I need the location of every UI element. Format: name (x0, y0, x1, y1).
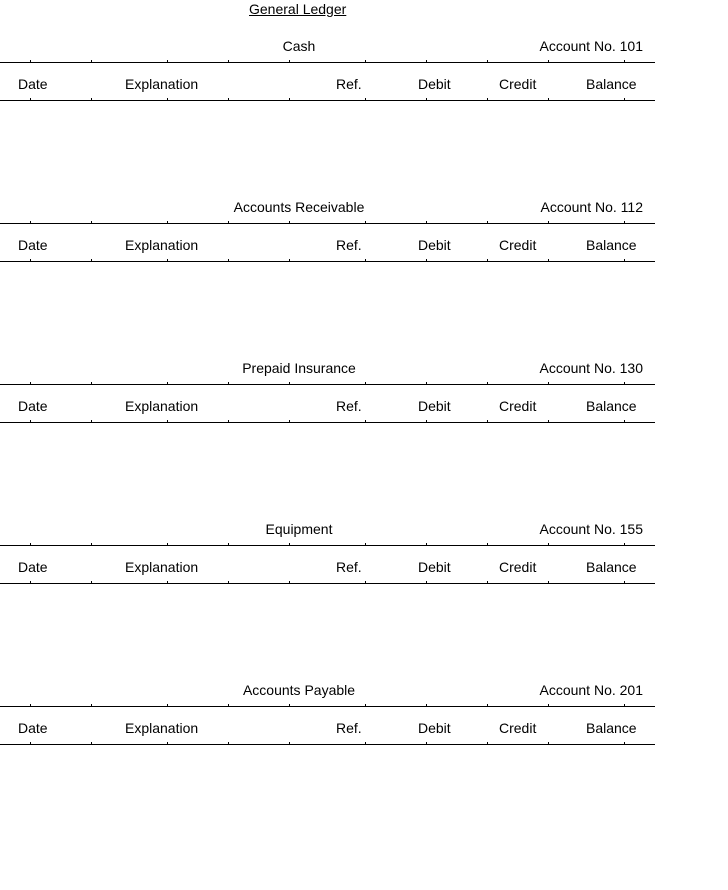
column-tick (91, 221, 92, 224)
column-tick (167, 581, 168, 584)
column-tick (487, 581, 488, 584)
column-tick (365, 98, 366, 101)
column-header-debit: Debit (418, 720, 451, 736)
column-tick (30, 98, 31, 101)
column-tick (548, 382, 549, 385)
column-tick (228, 98, 229, 101)
column-tick (624, 543, 625, 546)
column-tick (426, 742, 427, 745)
column-header-explanation: Explanation (125, 76, 199, 92)
column-tick (289, 382, 290, 385)
column-header-ref: Ref. (336, 76, 362, 92)
column-tick (548, 420, 549, 423)
column-tick (426, 581, 427, 584)
column-tick (228, 221, 229, 224)
column-header-ref: Ref. (336, 559, 362, 575)
column-tick (624, 98, 625, 101)
column-tick (426, 98, 427, 101)
column-tick (91, 98, 92, 101)
column-tick (289, 420, 290, 423)
column-tick (289, 581, 290, 584)
column-tick (548, 543, 549, 546)
column-tick (91, 382, 92, 385)
column-tick (365, 543, 366, 546)
column-tick (487, 221, 488, 224)
column-header-date: Date (18, 237, 48, 253)
column-tick (30, 382, 31, 385)
column-tick (624, 221, 625, 224)
column-tick (548, 60, 549, 63)
ledger-prepaid-insurance: Prepaid Insurance Account No. 130 Date Explanation Ref. Debit Credit Balance (0, 359, 655, 429)
column-tick (365, 581, 366, 584)
column-tick (548, 98, 549, 101)
header-rule-top (0, 545, 655, 546)
header-rule-bottom (0, 261, 655, 262)
column-header-debit: Debit (418, 398, 451, 414)
column-tick (228, 60, 229, 63)
account-number: Account No. 201 (539, 682, 643, 698)
column-header-balance: Balance (586, 559, 637, 575)
account-number: Account No. 155 (539, 521, 643, 537)
column-tick (365, 704, 366, 707)
column-tick (289, 259, 290, 262)
column-tick (91, 259, 92, 262)
column-tick (289, 742, 290, 745)
column-tick (426, 60, 427, 63)
column-tick (91, 704, 92, 707)
column-header-balance: Balance (586, 398, 637, 414)
column-tick (289, 221, 290, 224)
column-tick (167, 543, 168, 546)
column-tick (548, 259, 549, 262)
column-header-credit: Credit (499, 559, 537, 575)
column-tick (365, 742, 366, 745)
column-tick (365, 259, 366, 262)
column-tick (548, 221, 549, 224)
column-tick (487, 259, 488, 262)
column-tick (91, 581, 92, 584)
header-rule-top (0, 706, 655, 707)
ledger-equipment: Equipment Account No. 155 Date Explanation Ref. Debit Credit Balance (0, 520, 655, 590)
column-tick (228, 581, 229, 584)
column-header-balance: Balance (586, 720, 637, 736)
column-tick (548, 581, 549, 584)
column-tick (487, 98, 488, 101)
column-tick (365, 221, 366, 224)
account-number: Account No. 101 (539, 38, 643, 54)
column-tick (487, 704, 488, 707)
column-tick (91, 543, 92, 546)
column-header-ref: Ref. (336, 720, 362, 736)
column-tick (91, 60, 92, 63)
column-header-explanation: Explanation (125, 398, 199, 414)
column-header-date: Date (18, 76, 48, 92)
column-tick (228, 420, 229, 423)
column-tick (426, 704, 427, 707)
column-header-credit: Credit (499, 720, 537, 736)
column-header-date: Date (18, 720, 48, 736)
column-header-date: Date (18, 398, 48, 414)
header-rule-bottom (0, 583, 655, 584)
column-tick (30, 60, 31, 63)
column-header-credit: Credit (499, 237, 537, 253)
column-header-balance: Balance (586, 76, 637, 92)
column-header-explanation: Explanation (125, 559, 199, 575)
column-tick (167, 704, 168, 707)
column-tick (228, 543, 229, 546)
column-tick (548, 704, 549, 707)
column-tick (30, 221, 31, 224)
column-tick (167, 382, 168, 385)
column-header-debit: Debit (418, 237, 451, 253)
column-header-explanation: Explanation (125, 720, 199, 736)
column-tick (30, 420, 31, 423)
column-tick (167, 259, 168, 262)
column-tick (289, 60, 290, 63)
header-rule-bottom (0, 422, 655, 423)
column-tick (426, 543, 427, 546)
column-tick (30, 259, 31, 262)
column-tick (91, 420, 92, 423)
column-tick (167, 60, 168, 63)
column-tick (289, 98, 290, 101)
column-tick (30, 543, 31, 546)
column-tick (167, 420, 168, 423)
column-tick (624, 704, 625, 707)
column-tick (548, 742, 549, 745)
column-tick (365, 420, 366, 423)
column-header-debit: Debit (418, 76, 451, 92)
ledger-title: General Ledger (249, 1, 347, 17)
column-tick (289, 543, 290, 546)
ledger-accounts-receivable: Accounts Receivable Account No. 112 Date Explanation Ref. Debit Credit Balance (0, 198, 655, 268)
column-header-credit: Credit (499, 76, 537, 92)
column-tick (426, 259, 427, 262)
column-tick (167, 742, 168, 745)
column-header-debit: Debit (418, 559, 451, 575)
column-tick (487, 420, 488, 423)
column-header-explanation: Explanation (125, 237, 199, 253)
column-tick (30, 581, 31, 584)
header-rule-top (0, 384, 655, 385)
column-tick (228, 704, 229, 707)
column-tick (624, 382, 625, 385)
column-tick (624, 420, 625, 423)
header-rule-bottom (0, 100, 655, 101)
column-tick (426, 382, 427, 385)
column-tick (365, 382, 366, 385)
column-tick (30, 742, 31, 745)
column-header-credit: Credit (499, 398, 537, 414)
column-tick (228, 382, 229, 385)
column-tick (289, 704, 290, 707)
ledger-accounts-payable: Accounts Payable Account No. 201 Date Explanation Ref. Debit Credit Balance (0, 681, 655, 751)
account-number: Account No. 130 (539, 360, 643, 376)
column-tick (228, 742, 229, 745)
column-tick (167, 221, 168, 224)
column-tick (487, 543, 488, 546)
header-rule-top (0, 223, 655, 224)
column-tick (624, 742, 625, 745)
column-tick (365, 60, 366, 63)
ledger-cash: Cash Account No. 101 Date Explanation Ref. Debit Credit Balance (0, 37, 655, 107)
column-tick (487, 742, 488, 745)
column-tick (167, 98, 168, 101)
account-number: Account No. 112 (540, 199, 643, 215)
column-tick (624, 60, 625, 63)
header-rule-top (0, 62, 655, 63)
header-rule-bottom (0, 744, 655, 745)
column-tick (487, 60, 488, 63)
column-tick (30, 704, 31, 707)
column-tick (228, 259, 229, 262)
column-tick (487, 382, 488, 385)
column-tick (624, 581, 625, 584)
column-header-ref: Ref. (336, 398, 362, 414)
column-header-date: Date (18, 559, 48, 575)
column-tick (426, 420, 427, 423)
column-tick (426, 221, 427, 224)
column-header-ref: Ref. (336, 237, 362, 253)
column-header-balance: Balance (586, 237, 637, 253)
column-tick (91, 742, 92, 745)
column-tick (624, 259, 625, 262)
